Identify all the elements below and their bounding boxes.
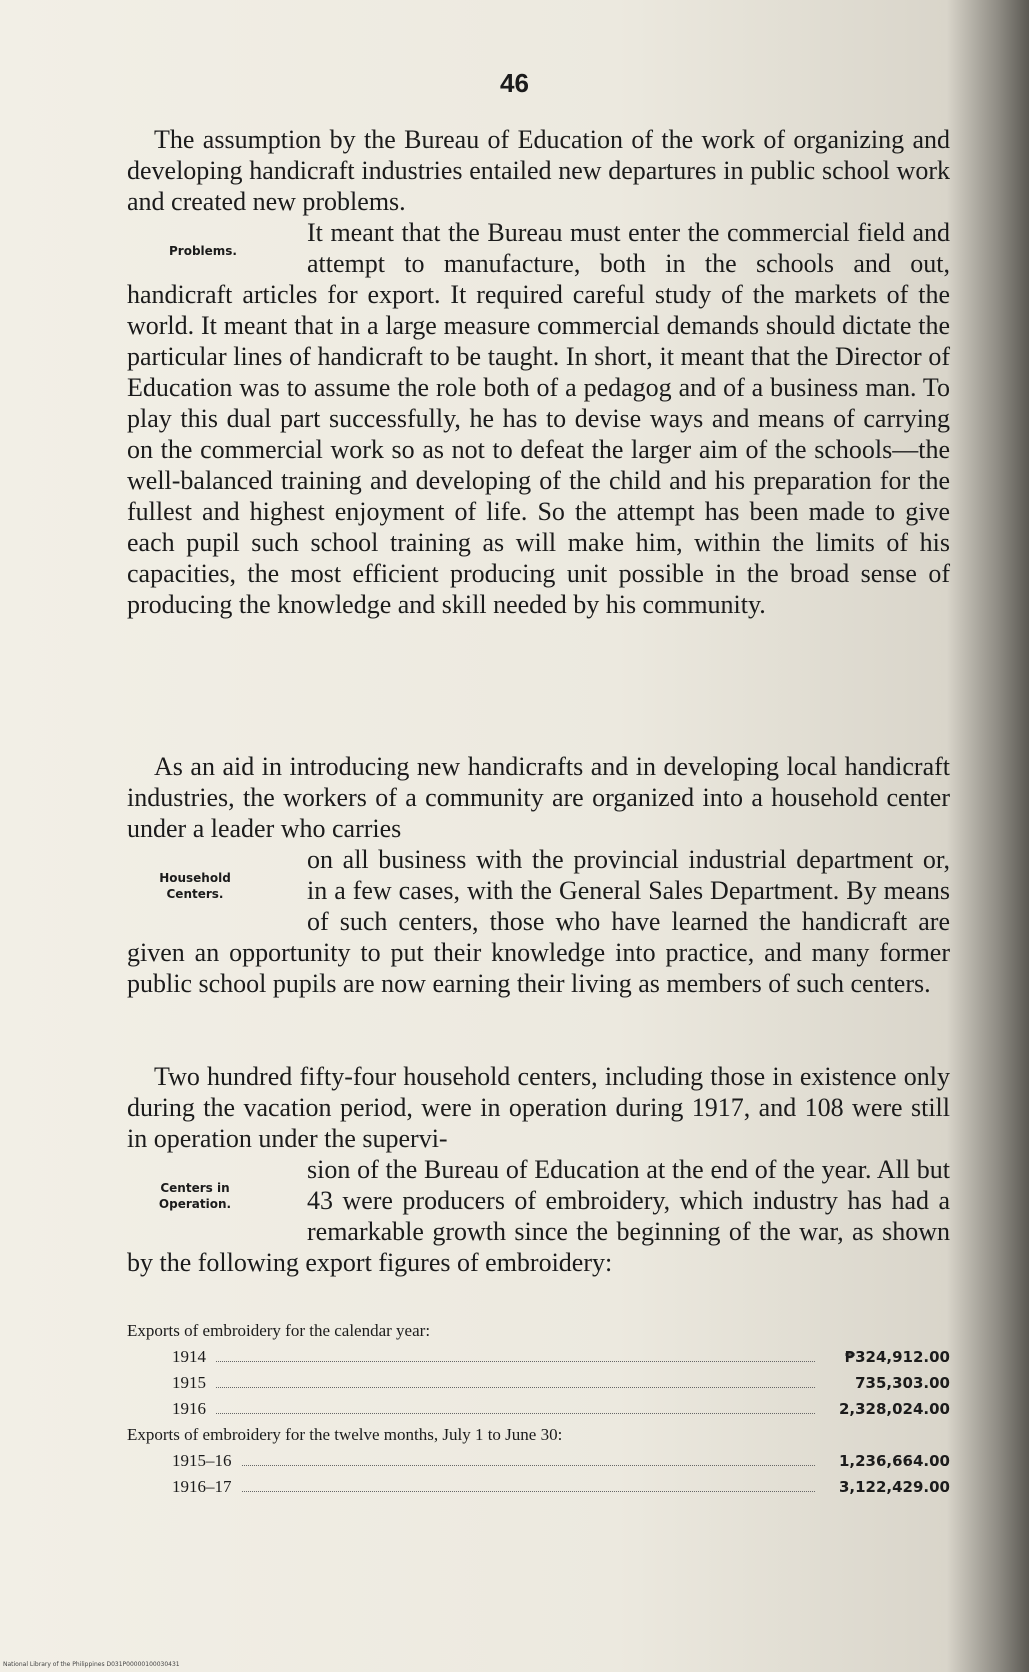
side-note-problems: Problems. xyxy=(168,244,237,258)
leader-dots xyxy=(242,1491,816,1492)
paragraph-3 xyxy=(127,1061,950,1278)
row-amount: 735,303.00 xyxy=(855,1374,950,1392)
row-year: 1916 xyxy=(172,1399,206,1418)
scan-footer: National Library of the Philippines D031P00000100030431 xyxy=(3,1661,180,1668)
fiscal-year-heading: Exports of embroidery for the twelve months, July 1 to June 30: xyxy=(127,1425,563,1444)
row-amount: 3,122,429.00 xyxy=(838,1478,950,1496)
table-row xyxy=(127,1448,950,1474)
side-note-centers-in-operation: Centers in Operation. xyxy=(158,1181,232,1211)
calendar-year-heading: Exports of embroidery for the calendar year: xyxy=(127,1321,431,1340)
row-year: 1914 xyxy=(172,1347,206,1366)
row-year: 1915–16 xyxy=(172,1451,232,1470)
paragraph-3-body: sion of the Bureau of Education at the end of the year. All but 43 were producers of embroidery, which industry has had a remarkable growth since the beginning of the war, as shown by the following export figures of embroidery: xyxy=(127,1155,950,1277)
row-amount: 1,236,664.00 xyxy=(838,1452,950,1470)
leader-dots xyxy=(216,1387,815,1388)
paragraph-1 xyxy=(127,124,950,620)
row-year: 1915 xyxy=(172,1373,206,1392)
paragraph-2 xyxy=(127,751,950,999)
table-row xyxy=(127,1474,950,1500)
paragraph-2-body: on all business with the provincial industrial department or, in a few cases, with the General Sales Department. By means of such centers, those who have learned the handicraft are given an opportunity to put their knowledge into practice, and many former public school pupils are now earning their living as members of such centers. xyxy=(127,845,950,998)
leader-dots xyxy=(242,1465,816,1466)
row-amount: 2,328,024.00 xyxy=(838,1400,950,1418)
paragraph-2-intro: As an aid in introducing new handicrafts and in developing local handicraft industries, the workers of a community are organized into a household center under a leader who carries xyxy=(127,752,950,843)
margin-note-space xyxy=(127,217,307,279)
leader-dots xyxy=(216,1413,815,1414)
export-figures-table xyxy=(127,1318,950,1500)
side-note-household-centers: Household Centers. xyxy=(159,871,231,901)
table-row xyxy=(127,1370,950,1396)
row-year: 1916–17 xyxy=(172,1477,232,1496)
page-number: 46 xyxy=(500,68,529,98)
margin-note-space xyxy=(127,844,307,937)
table-row xyxy=(127,1396,950,1422)
paragraph-1-intro: The assumption by the Bureau of Education of the work of organizing and developing handicraft industries entailed new departures in public school work and created new problems. xyxy=(127,125,950,216)
row-amount: ₱324,912.00 xyxy=(844,1348,950,1366)
table-row xyxy=(127,1344,950,1370)
margin-note-space xyxy=(127,1154,307,1247)
paragraph-3-intro: Two hundred fifty-four household centers, including those in existence only during the vacation period, were in operation during 1917, and 108 were still in operation under the supervi- xyxy=(127,1062,950,1153)
leader-dots xyxy=(216,1361,815,1362)
paragraph-1-body: It meant that the Bureau must enter the commercial field and attempt to manufacture, both in the schools and out, handicraft articles for export. It required careful study of the markets of the world. It meant that in a large measure commercial demands should dictate the particular lines of handicraft to be taught. In short, it meant that the Director of Education was to assume the role both of a pedagog and of a business man. To play this dual part successfully, he has to devise ways and means of carrying on the commercial work so as not to defeat the larger aim of the schools—the well-balanced training and developing of the child and his preparation for the fullest and highest enjoyment of life. So the attempt has been made to give each pupil such school training as will make him, within the limits of his capacities, the most efficient producing unit possible in the broad sense of producing the knowledge and skill needed by his community. xyxy=(127,218,950,619)
